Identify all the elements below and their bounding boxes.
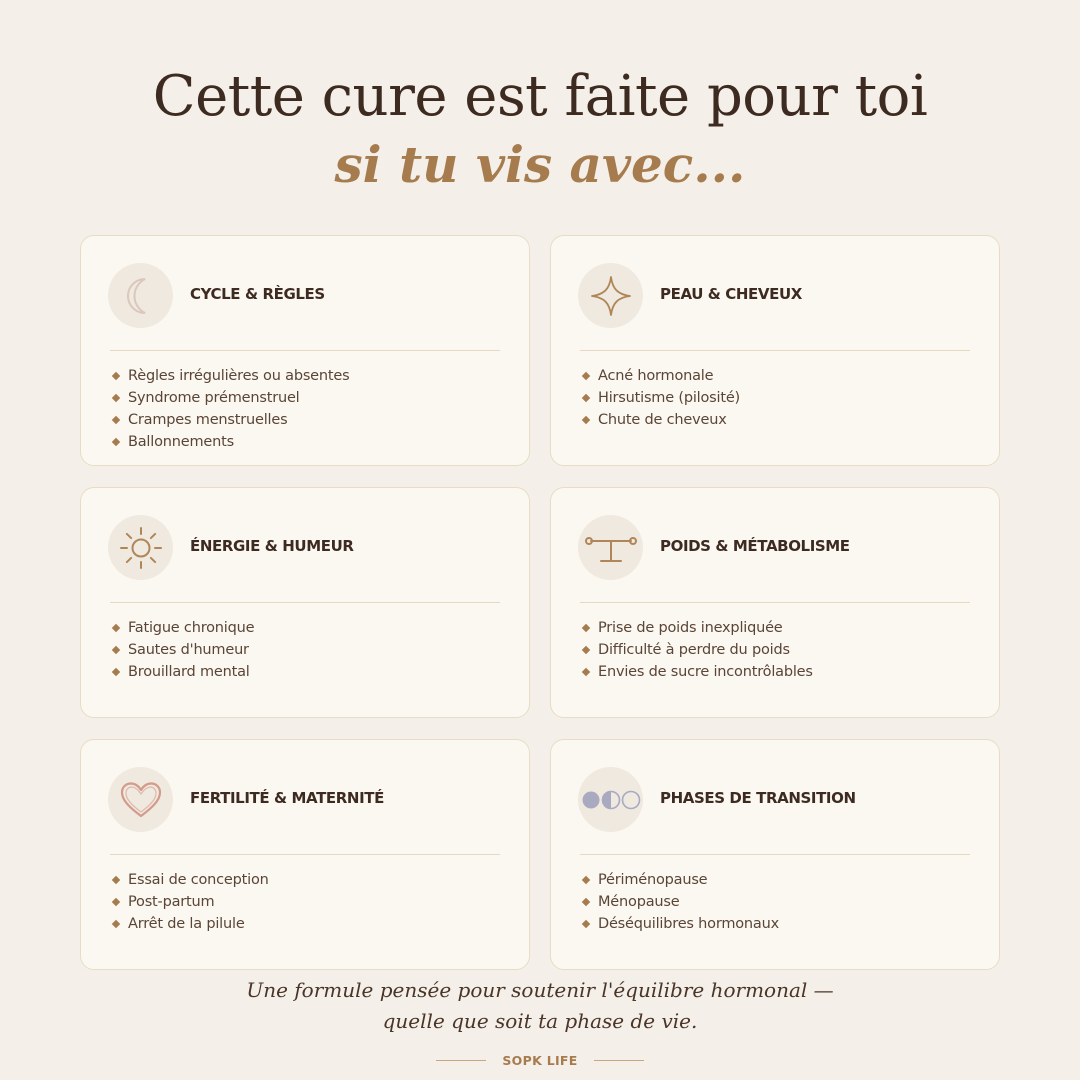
page-title: Cette cure est faite pour toi xyxy=(152,64,928,129)
card-title: PEAU & CHEVEUX xyxy=(660,285,802,303)
sparkle-star-icon xyxy=(578,263,643,328)
card-title: PHASES DE TRANSITION xyxy=(660,789,856,807)
tagline-line-1: Une formule pensée pour soutenir l'équilibre hormonal — xyxy=(246,978,834,1002)
list-item: Prise de poids inexpliquée xyxy=(581,617,813,639)
heart-icon xyxy=(108,767,173,832)
list-item: Périménopause xyxy=(581,869,779,891)
divider xyxy=(110,854,500,855)
list-item: Crampes menstruelles xyxy=(111,409,349,431)
list-item: Sautes d'humeur xyxy=(111,639,254,661)
brand-divider-right xyxy=(594,1060,644,1061)
symptom-list xyxy=(581,365,740,431)
divider xyxy=(580,350,970,351)
card-fertilite-maternite xyxy=(80,739,530,970)
list-item: Déséquilibres hormonaux xyxy=(581,913,779,935)
list-item: Acné hormonale xyxy=(581,365,740,387)
list-item: Règles irrégulières ou absentes xyxy=(111,365,349,387)
brand-footer xyxy=(0,1050,1080,1070)
sun-icon xyxy=(108,515,173,580)
list-item: Brouillard mental xyxy=(111,661,254,683)
divider xyxy=(580,854,970,855)
list-item: Arrêt de la pilule xyxy=(111,913,269,935)
divider xyxy=(580,602,970,603)
list-item: Ballonnements xyxy=(111,431,349,453)
page-subtitle: si tu vis avec... xyxy=(334,135,746,194)
balance-scale-icon xyxy=(578,515,643,580)
card-peau-cheveux xyxy=(550,235,1000,466)
symptom-list xyxy=(111,869,269,935)
brand-name: SOPK LIFE xyxy=(502,1052,578,1068)
list-item: Ménopause xyxy=(581,891,779,913)
tagline-line-2: quelle que soit ta phase de vie. xyxy=(382,1009,698,1033)
card-title: ÉNERGIE & HUMEUR xyxy=(190,537,354,555)
card-energie-humeur xyxy=(80,487,530,718)
list-item: Syndrome prémenstruel xyxy=(111,387,349,409)
card-poids-metabolisme xyxy=(550,487,1000,718)
moon-phases-icon xyxy=(578,767,643,832)
symptom-list xyxy=(111,617,254,683)
card-title: POIDS & MÉTABOLISME xyxy=(660,537,850,555)
symptom-list xyxy=(111,365,349,453)
list-item: Essai de conception xyxy=(111,869,269,891)
divider xyxy=(110,602,500,603)
list-item: Hirsutisme (pilosité) xyxy=(581,387,740,409)
card-cycle-regles xyxy=(80,235,530,466)
list-item: Post-partum xyxy=(111,891,269,913)
list-item: Difficulté à perdre du poids xyxy=(581,639,813,661)
list-item: Fatigue chronique xyxy=(111,617,254,639)
brand-divider-left xyxy=(436,1060,486,1061)
list-item: Envies de sucre incontrôlables xyxy=(581,661,813,683)
card-title: CYCLE & RÈGLES xyxy=(190,285,325,303)
symptom-list xyxy=(581,869,779,935)
crescent-moon-icon xyxy=(108,263,173,328)
divider xyxy=(110,350,500,351)
symptom-list xyxy=(581,617,813,683)
card-phases-transition xyxy=(550,739,1000,970)
list-item: Chute de cheveux xyxy=(581,409,740,431)
card-title: FERTILITÉ & MATERNITÉ xyxy=(190,789,384,807)
